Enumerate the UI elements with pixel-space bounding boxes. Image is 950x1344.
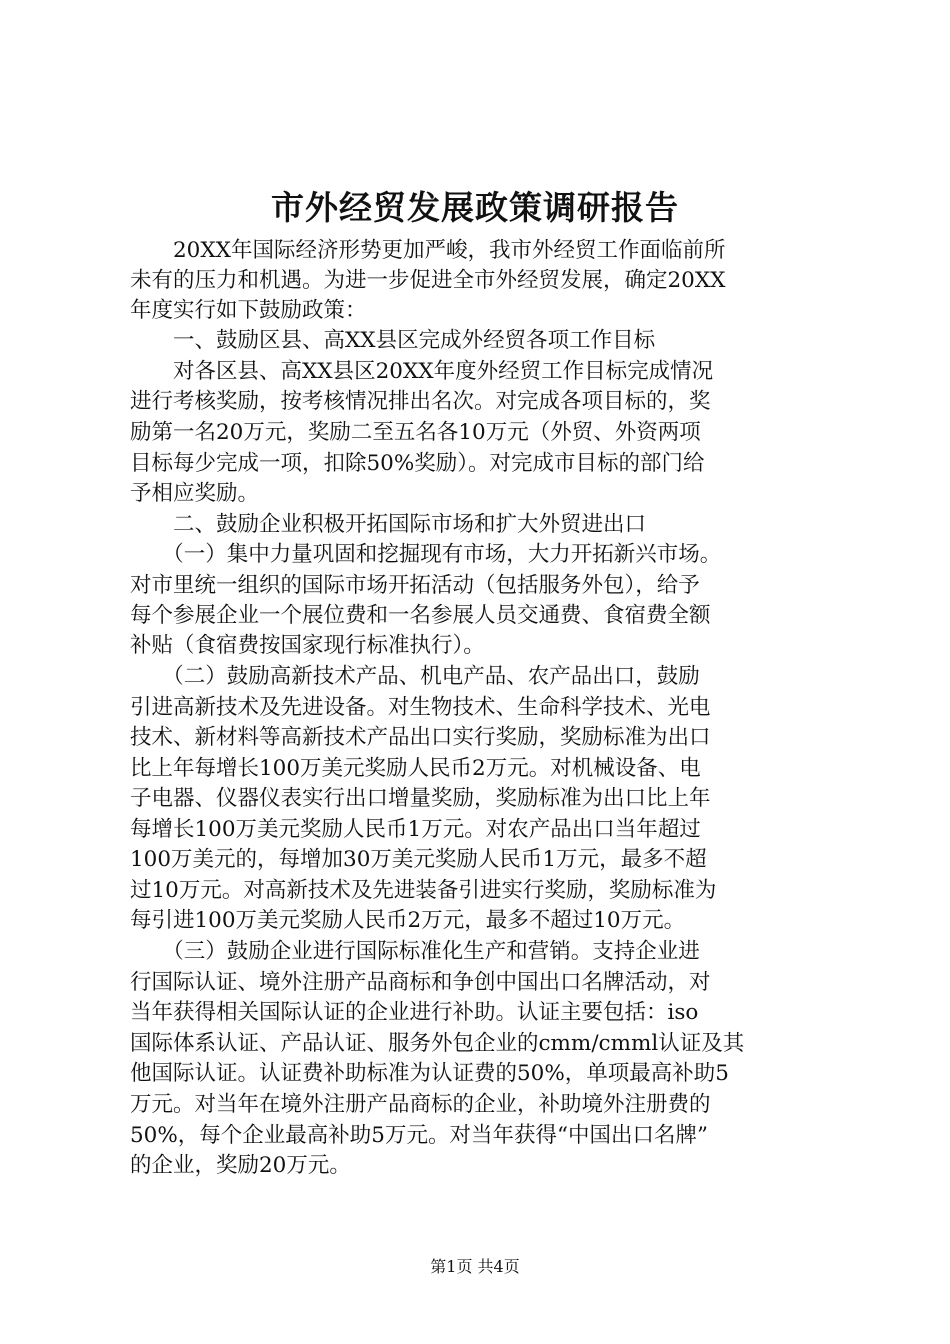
body-line: （三）鼓励企业进行国际标准化生产和营销。支持企业进 bbox=[130, 939, 700, 964]
body-line: 对市里统一组织的国际市场开拓活动（包括服务外包），给予 bbox=[130, 573, 700, 598]
body-line: 每引进100万美元奖励人民币2万元，最多不超过10万元。 bbox=[130, 908, 686, 933]
body-line: 100万美元的，每增加30万美元奖励人民币1万元，最多不超 bbox=[130, 847, 707, 872]
body-line: 未有的压力和机遇。为进一步促进全市外经贸发展，确定20XX bbox=[130, 268, 726, 293]
body-line: 子电器、仪器仪表实行出口增量奖励，奖励标准为出口比上年 bbox=[130, 786, 711, 811]
body-line: 过10万元。对高新技术及先进装备引进实行奖励，奖励标准为 bbox=[130, 878, 717, 903]
body-line: 对各区县、高XX县区20XX年度外经贸工作目标完成情况 bbox=[130, 359, 714, 384]
body-line: 补贴（食宿费按国家现行标准执行）。 bbox=[130, 633, 485, 658]
body-line: 每增长100万美元奖励人民币1万元。对农产品出口当年超过 bbox=[130, 817, 701, 842]
body-line: （一）集中力量巩固和挖掘现有市场，大力开拓新兴市场。 bbox=[130, 542, 722, 567]
body-line: 50%，每个企业最高补助5万元。对当年获得“中国出口名牌” bbox=[130, 1123, 708, 1148]
body-line: 万元。对当年在境外注册产品商标的企业，补助境外注册费的 bbox=[130, 1092, 711, 1117]
body-line: 的企业，奖励20万元。 bbox=[130, 1153, 351, 1178]
document-title: 市外经贸发展政策调研报告 bbox=[271, 188, 679, 227]
page-footer: 第1页 共4页 bbox=[430, 1257, 520, 1276]
body-line: 年度实行如下鼓励政策： bbox=[130, 298, 367, 323]
body-line: 引进高新技术及先进设备。对生物技术、生命科学技术、光电 bbox=[130, 695, 711, 720]
body-line: 比上年每增长100万美元奖励人民币2万元。对机械设备、电 bbox=[130, 756, 701, 781]
body-line: 技术、新材料等高新技术产品出口实行奖励，奖励标准为出口 bbox=[130, 725, 711, 750]
body-line: 每个参展企业一个展位费和一名参展人员交通费、食宿费全额 bbox=[130, 603, 711, 628]
body-line: 二、鼓励企业积极开拓国际市场和扩大外贸进出口 bbox=[130, 512, 647, 537]
body-line: 予相应奖励。 bbox=[130, 481, 260, 506]
body-line: 励第一名20万元，奖励二至五名各10万元（外贸、外资两项 bbox=[130, 420, 701, 445]
body-line: 一、鼓励区县、高XX县区完成外经贸各项工作目标 bbox=[130, 328, 656, 353]
body-line: 当年获得相关国际认证的企业进行补助。认证主要包括：iso bbox=[130, 1000, 699, 1025]
body-line: 国际体系认证、产品认证、服务外包企业的cmm/cmml认证及其 bbox=[130, 1031, 745, 1056]
body-line: 20XX年国际经济形势更加严峻，我市外经贸工作面临前所 bbox=[130, 238, 726, 263]
body-line: 进行考核奖励，按考核情况排出名次。对完成各项目标的，奖 bbox=[130, 389, 711, 414]
body-line: 行国际认证、境外注册产品商标和争创中国出口名牌活动，对 bbox=[130, 970, 711, 995]
body-line: 他国际认证。认证费补助标准为认证费的50%，单项最高补助5 bbox=[130, 1061, 729, 1086]
body-line: （二）鼓励高新技术产品、机电产品、农产品出口，鼓励 bbox=[130, 664, 700, 689]
body-line: 目标每少完成一项，扣除50%奖励）。对完成市目标的部门给 bbox=[130, 451, 705, 476]
